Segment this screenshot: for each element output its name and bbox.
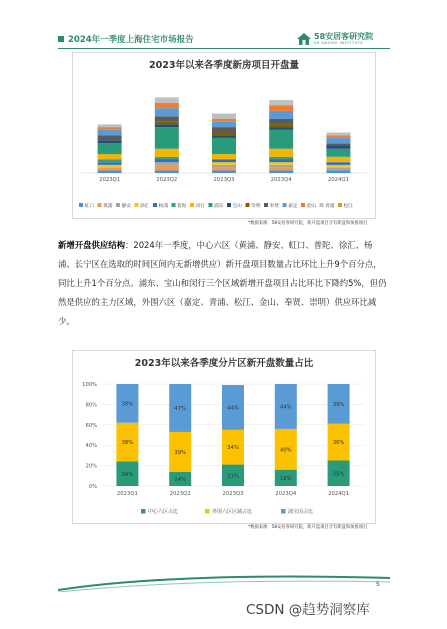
chart1-bar-segment-虹口	[326, 170, 350, 173]
logo-subtitle: 58 ANJUKE INSTITUTE	[314, 41, 364, 45]
chart2-x-tick-label: 2023Q1	[116, 491, 138, 497]
chart1-bar-segment-青浦	[155, 97, 179, 102]
chart1-tick-label: 2023Q1	[99, 177, 121, 183]
chart2-x-tick-label: 2023Q2	[169, 491, 191, 497]
chart1-bar-segment-浦东	[98, 143, 122, 154]
chart1-bar-segment-金山	[212, 119, 236, 122]
chart1-bar-segment-金山	[326, 135, 350, 138]
chart1-bar-segment-金山	[98, 127, 122, 130]
chart1-bar-segment-浦东	[269, 130, 293, 149]
chart1-bar-segment-青浦	[98, 124, 122, 127]
chart1-legend-swatch	[190, 203, 194, 207]
house-logo-icon	[297, 33, 311, 45]
chart1-bar-segment-崇明	[155, 122, 179, 125]
chart1-tick-label: 2024Q1	[327, 177, 349, 183]
chart2-x-tick-label: 2023Q3	[222, 491, 244, 497]
chart2-y-tick-label: 80%	[85, 402, 97, 409]
chart1-legend-label: 普陀	[177, 204, 187, 209]
csdn-watermark: CSDN @趋势洞察库	[246, 602, 370, 618]
chart1-legend-label: 虹口	[84, 204, 95, 209]
chart1-legend-swatch	[98, 203, 102, 207]
page-number: 5	[376, 581, 380, 588]
chart2-legend-swatch	[205, 509, 210, 514]
chart1-bar-segment-宝山	[155, 124, 179, 127]
chart1-bar-segment-虹口	[98, 170, 122, 173]
chart1-bar-segment-徐汇	[212, 162, 236, 165]
footer-wave-decoration	[58, 568, 390, 592]
chart-district-share	[72, 350, 376, 524]
chart1-bar-segment-嘉定	[155, 108, 179, 116]
chart1-title: 2023年以来各季度新房项目开盘量	[149, 60, 299, 71]
chart1-legend-label: 宝山	[232, 204, 243, 209]
chart2-data-label: 38%	[121, 401, 134, 408]
chart1-legend-swatch	[79, 203, 83, 207]
chart2-data-label: 40%	[280, 447, 292, 454]
chart1-tick-label: 2023Q3	[213, 177, 235, 183]
chart1-source: *数据来源：58安居客研究院，新开盘项目含有新盘和加推项目	[248, 221, 368, 226]
chart1-bar-segment-普陀	[98, 160, 122, 163]
chart1-bar-segment-闵行	[155, 149, 179, 157]
chart1-legend-swatch	[264, 203, 268, 207]
chart2-source: *数据来源：58安居客研究院，新开盘项目含有新盘和加推项目	[248, 525, 368, 530]
chart2-y-tick-label: 60%	[85, 422, 97, 429]
chart1-bar-segment-普陀	[269, 157, 293, 160]
chart2-x-tick-label: 2024Q1	[328, 491, 350, 497]
chart1-bar-segment-嘉定	[326, 138, 350, 143]
chart1-legend-label: 松江	[343, 204, 354, 209]
chart2-title: 2023年以来各季度分片区新开盘数量占比	[134, 358, 314, 369]
chart1-tick-label: 2023Q4	[270, 177, 292, 183]
paragraph-lead: 新增开盘供应结构	[58, 240, 125, 250]
chart1-bar-segment-徐汇	[269, 162, 293, 165]
chart1-bar-segment-徐汇	[326, 165, 350, 168]
logo-text: 58安居客研究院	[314, 32, 374, 41]
chart2-legend-swatch	[141, 509, 146, 514]
chart2-legend-label: 浦宝闵占比	[288, 509, 314, 515]
chart1-svg	[73, 53, 375, 218]
chart1-legend-swatch	[116, 203, 120, 207]
chart2-x-tick-label: 2023Q4	[275, 491, 297, 497]
chart1-bar-segment-黄浦	[212, 168, 236, 171]
chart1-bar-segment-黄浦	[155, 165, 179, 170]
chart1-bar-segment-嘉定	[98, 130, 122, 135]
chart1-bar-segment-闵行	[212, 154, 236, 159]
chart1-legend-label: 崇明	[251, 204, 261, 209]
paragraph-text: ：2024年一季度，中心六区（黄浦、静安、虹口、普陀、徐汇、杨浦、长宁区在选取的时间区间内无新增供应）新开盘项目数量占比环比上升9个百分点，同比上升1个百分点。浦东、宝山和闵行三个区域新增开盘项目占比环比下降约5%，但仍然是供应的主力区域，外围六区（嘉定、青浦、松江、金山、奉贤、崇明）供应环比减少。	[58, 240, 387, 326]
chart1-bar-segment-奉贤	[212, 127, 236, 132]
chart1-tick-label: 2023Q2	[156, 177, 178, 183]
chart1-legend-swatch	[283, 203, 287, 207]
chart2-y-tick-label: 0%	[88, 484, 97, 490]
chart1-bar-segment-嘉定	[212, 122, 236, 127]
chart1-legend-swatch	[153, 203, 157, 207]
chart1-bar-segment-金山	[269, 106, 293, 111]
chart1-bar-segment-普陀	[155, 157, 179, 160]
chart1-bar-segment-宝山	[212, 135, 236, 138]
chart1-bar-segment-崇明	[269, 124, 293, 127]
chart1-bar-segment-杨浦	[212, 160, 236, 163]
chart1-bar-segment-奉贤	[326, 143, 350, 146]
chart1-legend-swatch	[338, 203, 342, 207]
report-header-title: 2024年一季度上海住宅市场报告	[68, 35, 194, 45]
chart1-bar-segment-浦东	[326, 149, 350, 157]
chart2-data-label: 34%	[227, 445, 239, 452]
chart1-bar-segment-青浦	[212, 114, 236, 119]
chart2-data-label: 36%	[332, 440, 345, 447]
chart1-legend-label: 黄浦	[103, 204, 113, 209]
chart2-data-label: 25%	[332, 471, 345, 478]
chart2-y-tick-label: 20%	[85, 463, 97, 470]
chart1-legend-label: 徐汇	[140, 204, 150, 209]
chart2-data-label: 39%	[174, 449, 186, 456]
chart1-bar-segment-杨浦	[155, 160, 179, 163]
chart1-legend-label: 金山	[306, 204, 317, 209]
chart1-bar-segment-杨浦	[326, 162, 350, 165]
chart1-legend-label: 静安	[121, 204, 132, 209]
chart1-legend-label: 奉贤	[269, 204, 280, 209]
chart1-legend-swatch	[227, 203, 231, 207]
header-divider	[58, 48, 390, 49]
chart1-legend-swatch	[301, 203, 305, 207]
chart1-bar-segment-宝山	[326, 146, 350, 149]
chart1-bar-segment-闵行	[269, 149, 293, 157]
chart1-bar-segment-杨浦	[98, 162, 122, 165]
chart1-bar-segment-金山	[155, 103, 179, 108]
chart1-bar-segment-奉贤	[155, 116, 179, 121]
chart1-bar-segment-嘉定	[269, 111, 293, 119]
chart1-legend-label: 青浦	[325, 204, 335, 209]
chart1-bar-segment-青浦	[269, 100, 293, 105]
chart1-bar-segment-徐汇	[98, 165, 122, 168]
chart1-bar-segment-静安	[155, 162, 179, 165]
chart2-data-label: 24%	[121, 471, 134, 478]
chart2-y-tick-label: 40%	[85, 443, 97, 450]
chart2-data-label: 44%	[280, 404, 292, 411]
chart1-legend-swatch	[172, 203, 176, 207]
chart2-data-label: 16%	[280, 475, 292, 482]
chart1-bar-segment-静安	[269, 165, 293, 168]
chart1-bar-segment-虹口	[212, 170, 236, 173]
chart1-bar-segment-崇明	[212, 133, 236, 136]
chart1-bar-segment-宝山	[98, 141, 122, 144]
chart1-bar-segment-虹口	[155, 170, 179, 173]
chart1-bar-segment-虹口	[269, 170, 293, 173]
chart1-bar-segment-闵行	[326, 157, 350, 162]
chart1-bar-segment-宝山	[269, 127, 293, 130]
chart1-bar-segment-静安	[212, 165, 236, 168]
chart1-bar-segment-奉贤	[98, 135, 122, 140]
supply-structure-paragraph	[58, 236, 388, 331]
chart2-legend-label: 外围六区区域占比	[212, 509, 253, 515]
chart1-legend-label: 杨浦	[158, 204, 169, 209]
chart2-data-label: 44%	[227, 405, 239, 412]
chart2-legend-label: 中心六区占比	[148, 509, 179, 515]
chart2-data-label: 38%	[121, 440, 134, 447]
chart1-bar-segment-浦东	[212, 138, 236, 154]
chart1-legend-swatch	[135, 203, 139, 207]
chart1-bar-segment-静安	[326, 168, 350, 171]
chart1-legend-label: 浦东	[214, 204, 224, 209]
chart-new-home-openings	[72, 52, 376, 219]
chart2-data-label: 21%	[227, 473, 239, 480]
chart1-bar-segment-闵行	[98, 154, 122, 159]
header-accent	[58, 36, 64, 42]
chart1-bar-segment-浦东	[155, 127, 179, 149]
chart2-data-label: 47%	[174, 405, 186, 412]
chart2-y-tick-label: 100%	[82, 382, 97, 388]
chart1-legend-swatch	[246, 203, 250, 207]
chart1-bar-segment-青浦	[326, 133, 350, 136]
chart2-data-label: 39%	[332, 401, 345, 408]
chart1-bar-segment-黄浦	[269, 168, 293, 171]
chart1-legend-label: 闵行	[195, 204, 206, 209]
chart1-legend-swatch	[209, 203, 213, 207]
chart1-legend-label: 嘉定	[288, 204, 298, 209]
chart2-legend-swatch	[281, 509, 286, 514]
chart1-bar-segment-奉贤	[269, 119, 293, 124]
chart1-legend-swatch	[320, 203, 324, 207]
chart2-svg	[73, 351, 375, 523]
chart1-bar-segment-杨浦	[269, 160, 293, 163]
chart1-bar-segment-黄浦	[98, 168, 122, 171]
chart2-data-label: 14%	[174, 476, 186, 483]
